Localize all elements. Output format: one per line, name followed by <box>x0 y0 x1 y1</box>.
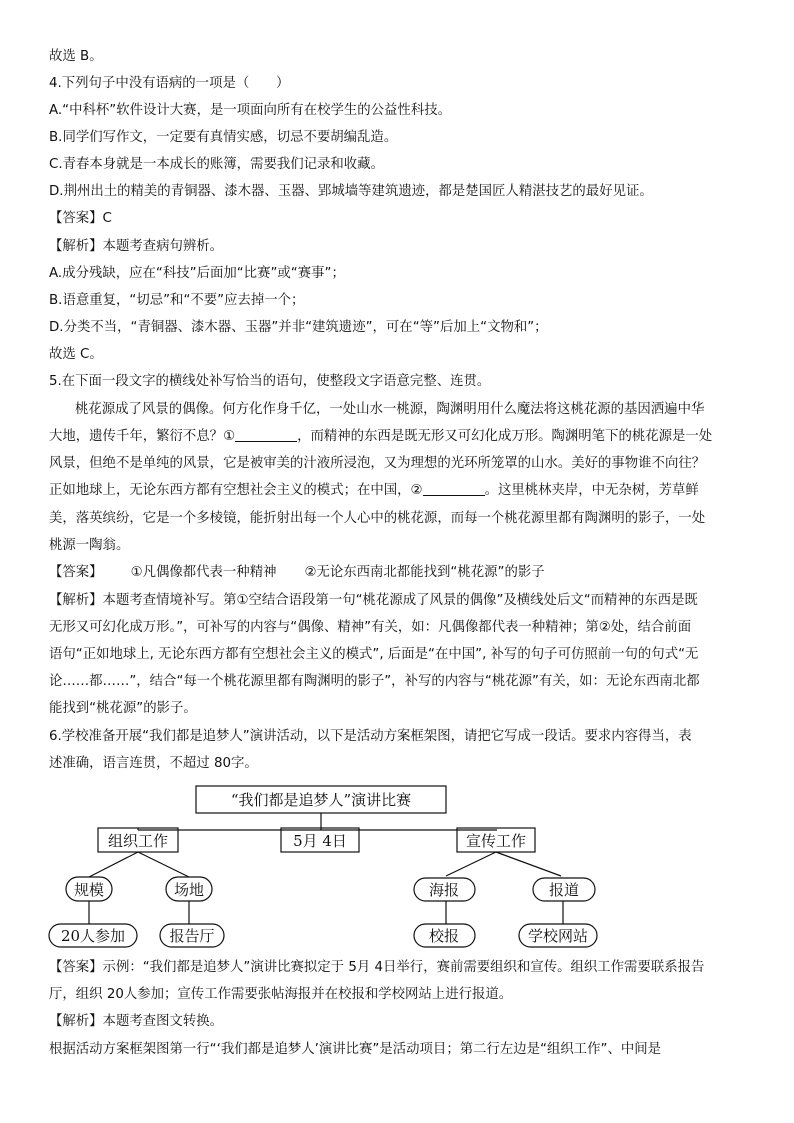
diagram-title: “我们都是追梦人”演讲比赛 <box>230 791 412 809</box>
blank-2 <box>423 482 485 496</box>
answer-part-1: ①凡偶像都代表一种精神 <box>130 565 277 580</box>
passage-line <box>49 428 712 446</box>
analysis-4: 【解析】本题考查病句辨析。 <box>49 239 224 254</box>
node-venue-value: 报告厅 <box>169 927 215 945</box>
passage-line: 风景，但绝不是单纯的风景，它是被审美的汁液所浸泡，又为理想的光环所笼罩的山水。美好的事物谁不向往？ <box>49 456 706 471</box>
analysis-6: 根据活动方案框架图第一行“‘我们都是追梦人’演讲比赛”是活动项目；第二行左边是“组织工作”、中间是 <box>49 1042 662 1057</box>
answer-part-2: ②无论东西南北都能找到“桃花源”的影子 <box>304 565 545 580</box>
answer-label: 【答案】 <box>49 565 103 580</box>
node-scale-value: 20人参加 <box>60 927 126 945</box>
passage-text: 正如地球上，无论东西方都有空想社会主义的模式；在中国，② <box>49 483 423 498</box>
answer-6: 厅，组织 20人参加；宣传工作需要张帖海报并在校报和学校网站上进行报道。 <box>49 987 513 1002</box>
passage-line: 桃花源成了风景的偶像。何方化作身千亿，一处山水一桃源，陶渊明用什么魔法将这桃花源的基因洒遍中华 <box>75 402 705 417</box>
text-line: 故选 C。 <box>49 347 103 362</box>
passage-text: ，而精神的东西是既无形又可幻化成万形。陶渊明笔下的桃花源是一处 <box>297 429 713 444</box>
question-6: 6.学校准备开展“我们都是追梦人”演讲活动，以下是活动方案框架图，请把它写成一段话。要求内容得当，表 <box>49 729 692 744</box>
option-b: B.同学们写作文，一定要有真情实感，切忌不要胡编乱造。 <box>49 130 398 145</box>
analysis-4-a: A.成分残缺，应在“科技”后面加“比赛”或“赛事”； <box>49 266 345 281</box>
node-report: 报道 <box>548 881 580 899</box>
node-pub: 宣传工作 <box>465 832 527 850</box>
answer-6: 【答案】示例：“我们都是追梦人”演讲比赛拟定于 5月 4日举行，赛前需要组织和宣传。组织工作需要联系报告 <box>49 960 705 975</box>
passage-line: 美，落英缤纷，它是一个多棱镜，能折射出每一个人心中的桃花源，而每一个桃花源里都有陶渊明的影子，一处 <box>49 511 706 526</box>
passage-line <box>49 482 699 500</box>
activity-plan-diagram <box>0 780 794 955</box>
node-org: 组织工作 <box>107 832 169 850</box>
passage-text: 。这里桃林夹岸，中无杂树，芳草鲜 <box>484 483 699 498</box>
passage-line: 桃源一陶翁。 <box>49 538 130 553</box>
node-poster: 海报 <box>428 881 460 899</box>
analysis-4-d: D.分类不当，“青铜器、漆木器、玉器”并非“建筑遗迹”，可在“等”后加上“文物和”； <box>49 320 548 335</box>
option-c: C.青春本身就是一本成长的账簿，需要我们记录和收藏。 <box>49 157 384 172</box>
passage-text: 大地，遗传千年，繁衍不息？① <box>49 429 236 444</box>
question-4: 4.下列句子中没有语病的一项是（ ） <box>49 76 290 91</box>
node-date: 5月 4日 <box>293 832 347 850</box>
node-venue: 场地 <box>173 881 205 899</box>
blank-1 <box>235 428 297 442</box>
answer-5 <box>49 564 545 582</box>
text-line: 故选 B。 <box>49 49 103 64</box>
node-scale: 规模 <box>73 881 105 899</box>
analysis-4-b: B.语意重复，“切忌”和“不要”应去掉一个； <box>49 293 305 308</box>
option-a: A.“中科杯”软件设计大赛，是一项面向所有在校学生的公益性科技。 <box>49 103 451 118</box>
analysis-5: 语句“正如地球上, 无论东西方都有空想社会主义的模式”, 后面是“在中国”, 补写的句子可仿照前一句的句式“无 <box>49 647 699 662</box>
question-5: 5.在下面一段文字的横线处补写恰当的语句，使整段文字语意完整、连贯。 <box>49 374 491 389</box>
analysis-5: 论……都……”，结合“每一个桃花源里都有陶渊明的影子”，补写的内容与“桃花源”有关，如：无论东西南北都 <box>49 674 700 689</box>
option-d: D.荆州出土的精美的青铜器、漆木器、玉器、郢城墙等建筑遗迹，都是楚国匠人精湛技艺的最好见证。 <box>49 184 653 199</box>
answer-4: 【答案】C <box>49 211 112 226</box>
analysis-6: 【解析】本题考查图文转换。 <box>49 1014 224 1029</box>
question-6: 述准确，语言连贯，不超过 80字。 <box>49 756 258 771</box>
analysis-5: 【解析】本题考查情境补写。第①空结合语段第一句“桃花源成了风景的偶像”及横线处后文“而精神的东西是既 <box>49 593 698 608</box>
analysis-5: 无形又可幻化成万形。”，可补写的内容与“偶像、精神”有关，如：凡偶像都代表一种精神；第②处，结合前面 <box>49 620 692 635</box>
node-web: 学校网站 <box>527 927 589 945</box>
node-paper: 校报 <box>428 927 460 945</box>
analysis-5: 能找到“桃花源”的影子。 <box>49 701 197 716</box>
